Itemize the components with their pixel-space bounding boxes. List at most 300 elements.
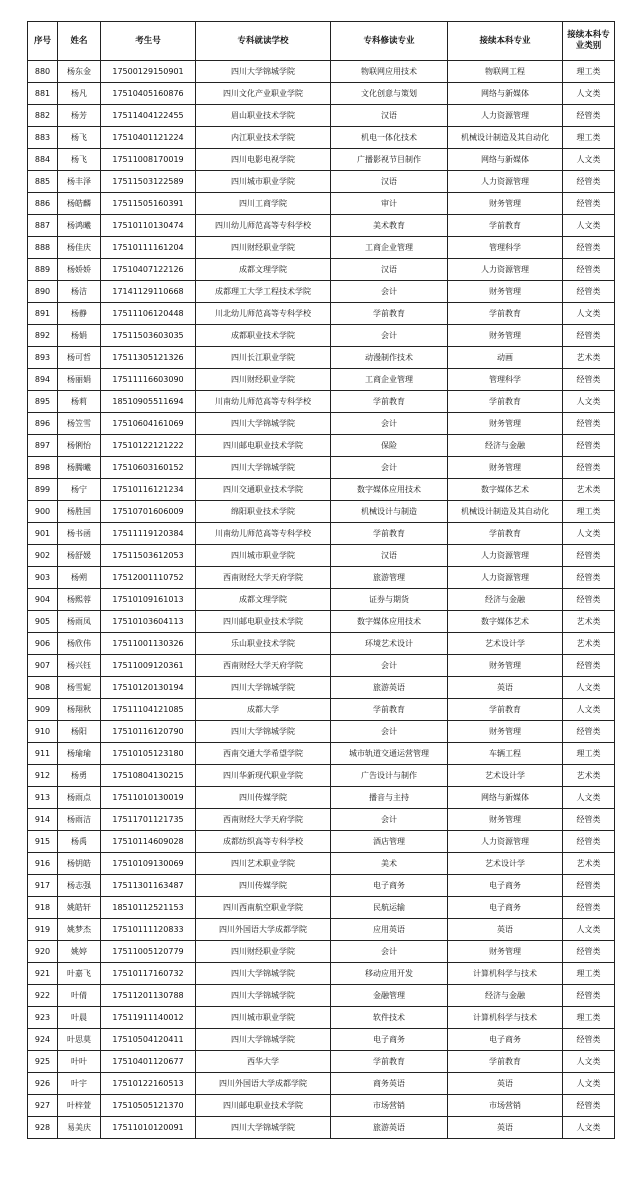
cell-major-category: 经管类 bbox=[563, 193, 615, 215]
cell-college-major: 会计 bbox=[331, 281, 448, 303]
cell-bachelor-major: 英语 bbox=[448, 1073, 563, 1095]
cell-college-major: 会计 bbox=[331, 941, 448, 963]
cell-bachelor-major: 网络与新媒体 bbox=[448, 83, 563, 105]
cell-bachelor-major: 物联网工程 bbox=[448, 61, 563, 83]
cell-college-major: 商务英语 bbox=[331, 1073, 448, 1095]
cell-bachelor-major: 财务管理 bbox=[448, 457, 563, 479]
cell-name: 叶晨 bbox=[58, 1007, 101, 1029]
cell-bachelor-major: 网络与新媒体 bbox=[448, 787, 563, 809]
cell-exam-id: 17510105123180 bbox=[101, 743, 196, 765]
header-exam-id: 考生号 bbox=[101, 22, 196, 61]
cell-bachelor-major: 财务管理 bbox=[448, 721, 563, 743]
cell-college-major: 金融管理 bbox=[331, 985, 448, 1007]
cell-college: 四川邮电职业技术学院 bbox=[196, 611, 331, 633]
cell-bachelor-major: 财务管理 bbox=[448, 325, 563, 347]
cell-seq: 922 bbox=[28, 985, 58, 1007]
cell-bachelor-major: 财务管理 bbox=[448, 413, 563, 435]
table-row bbox=[28, 1007, 615, 1029]
cell-seq: 904 bbox=[28, 589, 58, 611]
cell-college: 四川传媒学院 bbox=[196, 787, 331, 809]
cell-exam-id: 17510111120833 bbox=[101, 919, 196, 941]
cell-seq: 907 bbox=[28, 655, 58, 677]
cell-name: 杨勇 bbox=[58, 765, 101, 787]
cell-college: 四川大学锦城学院 bbox=[196, 1117, 331, 1139]
table-row bbox=[28, 479, 615, 501]
table-row bbox=[28, 1117, 615, 1139]
cell-college-major: 会计 bbox=[331, 721, 448, 743]
cell-name: 杨舒媛 bbox=[58, 545, 101, 567]
cell-exam-id: 17510122121222 bbox=[101, 435, 196, 457]
cell-seq: 885 bbox=[28, 171, 58, 193]
cell-exam-id: 17511201130788 bbox=[101, 985, 196, 1007]
cell-name: 杨腾曦 bbox=[58, 457, 101, 479]
cell-bachelor-major: 管理科学 bbox=[448, 237, 563, 259]
cell-college: 四川艺术职业学院 bbox=[196, 853, 331, 875]
cell-exam-id: 17510401121224 bbox=[101, 127, 196, 149]
cell-college: 四川城市职业学院 bbox=[196, 171, 331, 193]
cell-college: 四川幼儿师范高等专科学校 bbox=[196, 215, 331, 237]
cell-seq: 908 bbox=[28, 677, 58, 699]
cell-bachelor-major: 动画 bbox=[448, 347, 563, 369]
cell-seq: 894 bbox=[28, 369, 58, 391]
table-row bbox=[28, 237, 615, 259]
cell-college: 四川大学锦城学院 bbox=[196, 677, 331, 699]
cell-college: 四川大学锦城学院 bbox=[196, 985, 331, 1007]
cell-college: 四川财经职业学院 bbox=[196, 941, 331, 963]
cell-college: 四川外国语大学成都学院 bbox=[196, 1073, 331, 1095]
cell-exam-id: 17511911140012 bbox=[101, 1007, 196, 1029]
cell-name: 杨东金 bbox=[58, 61, 101, 83]
cell-bachelor-major: 经济与金融 bbox=[448, 589, 563, 611]
cell-name: 叶嘉飞 bbox=[58, 963, 101, 985]
table-row bbox=[28, 919, 615, 941]
cell-exam-id: 17510505121370 bbox=[101, 1095, 196, 1117]
cell-bachelor-major: 财务管理 bbox=[448, 281, 563, 303]
cell-major-category: 经管类 bbox=[563, 831, 615, 853]
cell-bachelor-major: 计算机科学与技术 bbox=[448, 963, 563, 985]
cell-bachelor-major: 数字媒体艺术 bbox=[448, 611, 563, 633]
cell-exam-id: 17510117160732 bbox=[101, 963, 196, 985]
cell-bachelor-major: 机械设计制造及其自动化 bbox=[448, 127, 563, 149]
table-row bbox=[28, 941, 615, 963]
cell-exam-id: 17511009120361 bbox=[101, 655, 196, 677]
cell-college: 四川外国语大学成都学院 bbox=[196, 919, 331, 941]
cell-bachelor-major: 电子商务 bbox=[448, 1029, 563, 1051]
cell-college: 西华大学 bbox=[196, 1051, 331, 1073]
header-row bbox=[28, 22, 615, 61]
cell-major-category: 经管类 bbox=[563, 941, 615, 963]
cell-college: 成都文理学院 bbox=[196, 589, 331, 611]
cell-major-category: 人文类 bbox=[563, 699, 615, 721]
cell-name: 杨可哲 bbox=[58, 347, 101, 369]
cell-exam-id: 17510110130474 bbox=[101, 215, 196, 237]
cell-name: 叶宇 bbox=[58, 1073, 101, 1095]
cell-major-category: 人文类 bbox=[563, 391, 615, 413]
cell-seq: 903 bbox=[28, 567, 58, 589]
cell-major-category: 艺术类 bbox=[563, 633, 615, 655]
cell-major-category: 人文类 bbox=[563, 215, 615, 237]
cell-bachelor-major: 艺术设计学 bbox=[448, 633, 563, 655]
table-row bbox=[28, 347, 615, 369]
table-row bbox=[28, 655, 615, 677]
cell-college-major: 会计 bbox=[331, 457, 448, 479]
cell-bachelor-major: 人力资源管理 bbox=[448, 567, 563, 589]
cell-name: 易美庆 bbox=[58, 1117, 101, 1139]
cell-college-major: 学前教育 bbox=[331, 391, 448, 413]
cell-exam-id: 17510804130215 bbox=[101, 765, 196, 787]
cell-college: 乐山职业技术学院 bbox=[196, 633, 331, 655]
cell-exam-id: 17511503122589 bbox=[101, 171, 196, 193]
table-row bbox=[28, 523, 615, 545]
cell-seq: 881 bbox=[28, 83, 58, 105]
cell-name: 叶梓萱 bbox=[58, 1095, 101, 1117]
cell-major-category: 经管类 bbox=[563, 237, 615, 259]
cell-bachelor-major: 艺术设计学 bbox=[448, 765, 563, 787]
cell-major-category: 人文类 bbox=[563, 919, 615, 941]
cell-seq: 892 bbox=[28, 325, 58, 347]
cell-seq: 925 bbox=[28, 1051, 58, 1073]
table-row bbox=[28, 369, 615, 391]
cell-name: 杨飞 bbox=[58, 127, 101, 149]
cell-seq: 891 bbox=[28, 303, 58, 325]
cell-college-major: 应用英语 bbox=[331, 919, 448, 941]
cell-college-major: 广播影视节目制作 bbox=[331, 149, 448, 171]
cell-major-category: 人文类 bbox=[563, 523, 615, 545]
table-row bbox=[28, 721, 615, 743]
cell-college: 四川交通职业技术学院 bbox=[196, 479, 331, 501]
cell-college: 川南幼儿师范高等专科学校 bbox=[196, 391, 331, 413]
cell-major-category: 经管类 bbox=[563, 589, 615, 611]
cell-major-category: 经管类 bbox=[563, 105, 615, 127]
cell-college: 四川大学锦城学院 bbox=[196, 1029, 331, 1051]
cell-name: 杨雨凤 bbox=[58, 611, 101, 633]
cell-major-category: 人文类 bbox=[563, 677, 615, 699]
cell-college: 四川财经职业学院 bbox=[196, 369, 331, 391]
cell-bachelor-major: 车辆工程 bbox=[448, 743, 563, 765]
cell-bachelor-major: 网络与新媒体 bbox=[448, 149, 563, 171]
header-major-category: 接续本科专业类别 bbox=[563, 22, 615, 61]
cell-name: 杨佳庆 bbox=[58, 237, 101, 259]
cell-college-major: 会计 bbox=[331, 655, 448, 677]
cell-exam-id: 17510603160152 bbox=[101, 457, 196, 479]
cell-major-category: 经管类 bbox=[563, 325, 615, 347]
cell-college: 眉山职业技术学院 bbox=[196, 105, 331, 127]
cell-college: 四川西南航空职业学院 bbox=[196, 897, 331, 919]
cell-college-major: 数字媒体应用技术 bbox=[331, 611, 448, 633]
cell-exam-id: 17512001110752 bbox=[101, 567, 196, 589]
cell-college: 四川大学锦城学院 bbox=[196, 721, 331, 743]
cell-seq: 887 bbox=[28, 215, 58, 237]
table-row bbox=[28, 501, 615, 523]
cell-major-category: 经管类 bbox=[563, 281, 615, 303]
cell-bachelor-major: 人力资源管理 bbox=[448, 259, 563, 281]
cell-seq: 900 bbox=[28, 501, 58, 523]
cell-exam-id: 17511010130019 bbox=[101, 787, 196, 809]
cell-seq: 912 bbox=[28, 765, 58, 787]
cell-bachelor-major: 人力资源管理 bbox=[448, 171, 563, 193]
cell-major-category: 理工类 bbox=[563, 743, 615, 765]
cell-exam-id: 17510120130194 bbox=[101, 677, 196, 699]
cell-name: 杨阳 bbox=[58, 721, 101, 743]
cell-college: 西南交通大学希望学院 bbox=[196, 743, 331, 765]
cell-exam-id: 17511301163487 bbox=[101, 875, 196, 897]
cell-exam-id: 17510111161204 bbox=[101, 237, 196, 259]
table-row bbox=[28, 1095, 615, 1117]
cell-exam-id: 17510401120677 bbox=[101, 1051, 196, 1073]
table-row bbox=[28, 127, 615, 149]
cell-exam-id: 17510116121234 bbox=[101, 479, 196, 501]
cell-college: 四川大学锦城学院 bbox=[196, 457, 331, 479]
table-row bbox=[28, 303, 615, 325]
cell-name: 杨雨点 bbox=[58, 787, 101, 809]
cell-name: 杨娇娇 bbox=[58, 259, 101, 281]
cell-major-category: 经管类 bbox=[563, 875, 615, 897]
cell-bachelor-major: 经济与金融 bbox=[448, 985, 563, 1007]
cell-bachelor-major: 人力资源管理 bbox=[448, 545, 563, 567]
cell-exam-id: 17510116120790 bbox=[101, 721, 196, 743]
table-row bbox=[28, 699, 615, 721]
cell-name: 杨鸿曦 bbox=[58, 215, 101, 237]
cell-college: 四川电影电视学院 bbox=[196, 149, 331, 171]
table-row bbox=[28, 61, 615, 83]
table-row bbox=[28, 567, 615, 589]
cell-exam-id: 17510109161013 bbox=[101, 589, 196, 611]
cell-college-major: 机械设计与制造 bbox=[331, 501, 448, 523]
cell-seq: 884 bbox=[28, 149, 58, 171]
cell-seq: 913 bbox=[28, 787, 58, 809]
cell-name: 杨禹 bbox=[58, 831, 101, 853]
cell-college: 四川华新现代职业学院 bbox=[196, 765, 331, 787]
header-name: 姓名 bbox=[58, 22, 101, 61]
cell-exam-id: 17511008170019 bbox=[101, 149, 196, 171]
cell-college: 川南幼儿师范高等专科学校 bbox=[196, 523, 331, 545]
cell-major-category: 经管类 bbox=[563, 369, 615, 391]
table-body bbox=[28, 61, 615, 1139]
cell-seq: 910 bbox=[28, 721, 58, 743]
table-header bbox=[28, 22, 615, 61]
cell-exam-id: 17511010120091 bbox=[101, 1117, 196, 1139]
cell-name: 杨洁 bbox=[58, 281, 101, 303]
cell-major-category: 人文类 bbox=[563, 83, 615, 105]
cell-exam-id: 17510504120411 bbox=[101, 1029, 196, 1051]
cell-college-major: 会计 bbox=[331, 413, 448, 435]
table-row bbox=[28, 633, 615, 655]
cell-bachelor-major: 管理科学 bbox=[448, 369, 563, 391]
cell-college: 四川城市职业学院 bbox=[196, 1007, 331, 1029]
cell-college-major: 移动应用开发 bbox=[331, 963, 448, 985]
table-row bbox=[28, 743, 615, 765]
cell-name: 杨丽娟 bbox=[58, 369, 101, 391]
cell-college-major: 机电一体化技术 bbox=[331, 127, 448, 149]
cell-seq: 898 bbox=[28, 457, 58, 479]
cell-bachelor-major: 学前教育 bbox=[448, 1051, 563, 1073]
header-college-major: 专科修读专业 bbox=[331, 22, 448, 61]
cell-bachelor-major: 财务管理 bbox=[448, 809, 563, 831]
cell-major-category: 理工类 bbox=[563, 127, 615, 149]
cell-major-category: 经管类 bbox=[563, 545, 615, 567]
cell-major-category: 艺术类 bbox=[563, 347, 615, 369]
cell-college-major: 学前教育 bbox=[331, 303, 448, 325]
cell-exam-id: 17511106120448 bbox=[101, 303, 196, 325]
table-row bbox=[28, 765, 615, 787]
cell-bachelor-major: 英语 bbox=[448, 1117, 563, 1139]
table-row bbox=[28, 809, 615, 831]
cell-name: 姚婷 bbox=[58, 941, 101, 963]
cell-name: 杨胜国 bbox=[58, 501, 101, 523]
cell-college: 四川文化产业职业学院 bbox=[196, 83, 331, 105]
cell-exam-id: 18510112521153 bbox=[101, 897, 196, 919]
cell-name: 杨熙蓉 bbox=[58, 589, 101, 611]
cell-seq: 895 bbox=[28, 391, 58, 413]
cell-bachelor-major: 学前教育 bbox=[448, 303, 563, 325]
cell-college-major: 物联网应用技术 bbox=[331, 61, 448, 83]
cell-major-category: 经管类 bbox=[563, 259, 615, 281]
cell-college-major: 会计 bbox=[331, 809, 448, 831]
cell-name: 叶思莫 bbox=[58, 1029, 101, 1051]
cell-seq: 886 bbox=[28, 193, 58, 215]
table-row bbox=[28, 149, 615, 171]
cell-name: 杨娟 bbox=[58, 325, 101, 347]
cell-bachelor-major: 英语 bbox=[448, 677, 563, 699]
table-row bbox=[28, 787, 615, 809]
cell-college-major: 软件技术 bbox=[331, 1007, 448, 1029]
header-bachelor-major: 接续本科专业 bbox=[448, 22, 563, 61]
cell-bachelor-major: 财务管理 bbox=[448, 655, 563, 677]
cell-seq: 916 bbox=[28, 853, 58, 875]
cell-name: 杨凡 bbox=[58, 83, 101, 105]
cell-bachelor-major: 学前教育 bbox=[448, 699, 563, 721]
cell-exam-id: 17141129110668 bbox=[101, 281, 196, 303]
cell-college-major: 学前教育 bbox=[331, 1051, 448, 1073]
cell-college-major: 广告设计与制作 bbox=[331, 765, 448, 787]
cell-major-category: 理工类 bbox=[563, 1007, 615, 1029]
cell-college: 内江职业技术学院 bbox=[196, 127, 331, 149]
cell-college-major: 城市轨道交通运营管理 bbox=[331, 743, 448, 765]
student-roster-table bbox=[27, 21, 615, 1139]
cell-exam-id: 17511505160391 bbox=[101, 193, 196, 215]
cell-college: 四川城市职业学院 bbox=[196, 545, 331, 567]
cell-college: 成都理工大学工程技术学院 bbox=[196, 281, 331, 303]
cell-college-major: 汉语 bbox=[331, 105, 448, 127]
cell-college: 四川邮电职业技术学院 bbox=[196, 435, 331, 457]
cell-bachelor-major: 英语 bbox=[448, 919, 563, 941]
cell-major-category: 艺术类 bbox=[563, 479, 615, 501]
cell-bachelor-major: 计算机科学与技术 bbox=[448, 1007, 563, 1029]
cell-college-major: 酒店管理 bbox=[331, 831, 448, 853]
cell-college: 成都职业技术学院 bbox=[196, 325, 331, 347]
cell-major-category: 人文类 bbox=[563, 1073, 615, 1095]
cell-major-category: 经管类 bbox=[563, 435, 615, 457]
cell-college-major: 汉语 bbox=[331, 545, 448, 567]
cell-seq: 928 bbox=[28, 1117, 58, 1139]
cell-college-major: 审计 bbox=[331, 193, 448, 215]
cell-major-category: 人文类 bbox=[563, 1117, 615, 1139]
cell-name: 杨朔 bbox=[58, 567, 101, 589]
cell-seq: 888 bbox=[28, 237, 58, 259]
cell-exam-id: 17511104121085 bbox=[101, 699, 196, 721]
cell-major-category: 经管类 bbox=[563, 457, 615, 479]
cell-seq: 920 bbox=[28, 941, 58, 963]
cell-bachelor-major: 经济与金融 bbox=[448, 435, 563, 457]
cell-seq: 882 bbox=[28, 105, 58, 127]
cell-college-major: 学前教育 bbox=[331, 523, 448, 545]
header-seq: 序号 bbox=[28, 22, 58, 61]
cell-name: 杨雨洁 bbox=[58, 809, 101, 831]
cell-major-category: 经管类 bbox=[563, 567, 615, 589]
table-row bbox=[28, 413, 615, 435]
cell-college-major: 民航运输 bbox=[331, 897, 448, 919]
cell-bachelor-major: 艺术设计学 bbox=[448, 853, 563, 875]
cell-exam-id: 17511001130326 bbox=[101, 633, 196, 655]
cell-name: 杨飞 bbox=[58, 149, 101, 171]
cell-college: 川北幼儿师范高等专科学校 bbox=[196, 303, 331, 325]
table-row bbox=[28, 325, 615, 347]
cell-exam-id: 17510109130069 bbox=[101, 853, 196, 875]
cell-name: 杨芳 bbox=[58, 105, 101, 127]
cell-exam-id: 17510114609028 bbox=[101, 831, 196, 853]
cell-college: 四川大学锦城学院 bbox=[196, 61, 331, 83]
table-row bbox=[28, 193, 615, 215]
cell-name: 杨丰泽 bbox=[58, 171, 101, 193]
cell-college: 西南财经大学天府学院 bbox=[196, 567, 331, 589]
cell-seq: 921 bbox=[28, 963, 58, 985]
table-row bbox=[28, 215, 615, 237]
cell-bachelor-major: 电子商务 bbox=[448, 897, 563, 919]
cell-major-category: 经管类 bbox=[563, 1029, 615, 1051]
cell-bachelor-major: 数字媒体艺术 bbox=[448, 479, 563, 501]
cell-major-category: 艺术类 bbox=[563, 765, 615, 787]
cell-exam-id: 17510405160876 bbox=[101, 83, 196, 105]
cell-name: 叶叶 bbox=[58, 1051, 101, 1073]
cell-college-major: 会计 bbox=[331, 325, 448, 347]
cell-exam-id: 17510604161069 bbox=[101, 413, 196, 435]
cell-college: 四川长江职业学院 bbox=[196, 347, 331, 369]
cell-seq: 899 bbox=[28, 479, 58, 501]
cell-major-category: 艺术类 bbox=[563, 853, 615, 875]
table-row bbox=[28, 831, 615, 853]
cell-exam-id: 17510701606009 bbox=[101, 501, 196, 523]
cell-college-major: 旅游管理 bbox=[331, 567, 448, 589]
cell-name: 叶倩 bbox=[58, 985, 101, 1007]
cell-college-major: 电子商务 bbox=[331, 1029, 448, 1051]
cell-exam-id: 17511119120384 bbox=[101, 523, 196, 545]
cell-seq: 915 bbox=[28, 831, 58, 853]
cell-major-category: 经管类 bbox=[563, 809, 615, 831]
cell-college-major: 美术教育 bbox=[331, 215, 448, 237]
cell-bachelor-major: 财务管理 bbox=[448, 193, 563, 215]
cell-college-major: 工商企业管理 bbox=[331, 369, 448, 391]
cell-major-category: 艺术类 bbox=[563, 611, 615, 633]
cell-college-major: 证券与期货 bbox=[331, 589, 448, 611]
cell-college-major: 工商企业管理 bbox=[331, 237, 448, 259]
cell-major-category: 人文类 bbox=[563, 1051, 615, 1073]
table-row bbox=[28, 897, 615, 919]
cell-seq: 923 bbox=[28, 1007, 58, 1029]
table-row bbox=[28, 985, 615, 1007]
table-row bbox=[28, 259, 615, 281]
cell-name: 杨翔秋 bbox=[58, 699, 101, 721]
cell-college: 成都文理学院 bbox=[196, 259, 331, 281]
table-row bbox=[28, 83, 615, 105]
cell-major-category: 人文类 bbox=[563, 149, 615, 171]
cell-college-major: 市场营销 bbox=[331, 1095, 448, 1117]
table-row bbox=[28, 171, 615, 193]
cell-seq: 890 bbox=[28, 281, 58, 303]
table-row bbox=[28, 1029, 615, 1051]
cell-exam-id: 17511005120779 bbox=[101, 941, 196, 963]
cell-major-category: 人文类 bbox=[563, 303, 615, 325]
table-row bbox=[28, 963, 615, 985]
